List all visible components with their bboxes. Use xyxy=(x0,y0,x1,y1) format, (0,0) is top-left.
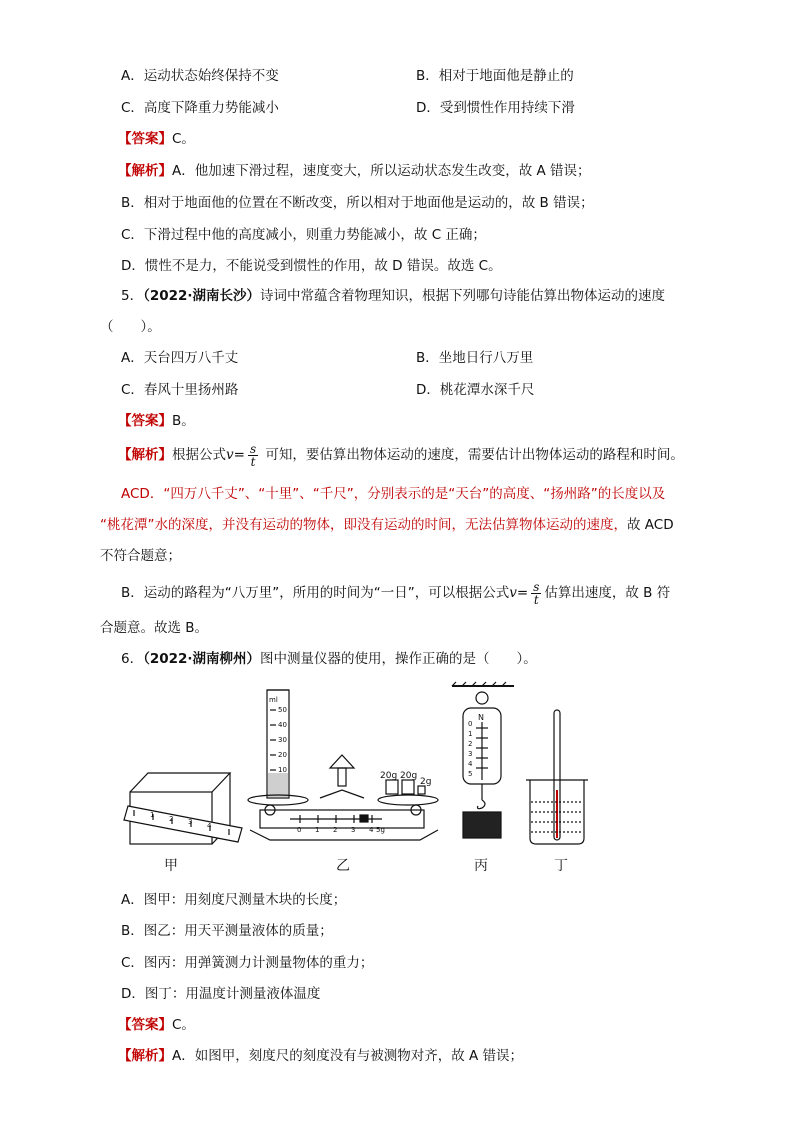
q4-analysis-4: D．惯性不是力，不能说受到惯性的作用，故 D 错误。故选 C。 xyxy=(121,258,502,274)
q6-option-d: D．图丁：用温度计测量液体温度 xyxy=(121,986,321,1002)
svg-text:2: 2 xyxy=(169,815,174,823)
thermometer-beaker xyxy=(526,710,588,844)
q5-option-a: A．天台四万八千丈 xyxy=(121,350,239,366)
q6-answer xyxy=(118,1015,195,1035)
analysis-tag: 【解析】 xyxy=(118,447,172,463)
q5-stem: 5．（2022·湖南长沙）诗词中常蕴含着物理知识，根据下列哪句诗能估算出物体运动的速度 xyxy=(121,288,666,304)
answer-tag: 【答案】 xyxy=(118,1017,172,1033)
q4-analysis-2: B．相对于地面他的位置在不断改变，所以相对于地面他是运动的，故 B 错误； xyxy=(121,195,594,211)
svg-text:50: 50 xyxy=(278,706,287,714)
weight-label: 2g xyxy=(420,777,432,787)
q6-analysis-1: 【解析】A．如图甲，刻度尺的刻度没有与被测物对齐，故 A 错误； xyxy=(118,1048,524,1064)
formula-fraction: $\frac{s}{t}$ xyxy=(249,441,257,469)
formula-fraction-b: $\frac{s}{t}$ xyxy=(533,579,540,607)
q4-option-a: A．运动状态始终保持不变 xyxy=(121,68,279,84)
answer-value: C。 xyxy=(172,131,195,147)
q4-option-b: B．相对于地面他是静止的 xyxy=(416,68,574,84)
q5-blank: （ ）。 xyxy=(100,319,161,335)
svg-text:0: 0 xyxy=(468,720,473,728)
svg-text:2: 2 xyxy=(468,740,473,748)
svg-text:4: 4 xyxy=(468,760,473,768)
q6-figure xyxy=(120,680,640,880)
answer-value: B。 xyxy=(172,413,195,429)
fig-label-ding: 丁 xyxy=(554,858,568,874)
balance-scale xyxy=(248,690,438,840)
svg-text:2: 2 xyxy=(333,826,338,834)
q5-analysis-formula: 【解析】根据公式v= $\frac{s}{t}$ 可知，要估算出物体运动的速度，需要估计出物体运动的路程和时间。 xyxy=(118,441,684,469)
fig-label-jia: 甲 xyxy=(164,858,178,874)
q5-option-b: B．坐地日行八万里 xyxy=(416,350,534,366)
q5-analysis-3: 不符合题意； xyxy=(100,548,181,564)
analysis-tag: 【解析】 xyxy=(118,163,172,179)
svg-text:4: 4 xyxy=(207,822,212,830)
q5-option-d: D．桃花潭水深千尺 xyxy=(416,382,535,398)
svg-text:1: 1 xyxy=(315,826,320,834)
svg-text:4: 4 xyxy=(369,826,374,834)
q5-analysis-b-end: 合题意。故选 B。 xyxy=(100,620,209,636)
q5-source: （2022·湖南长沙） xyxy=(143,288,261,304)
q6-option-a: A．图甲：用刻度尺测量木块的长度； xyxy=(121,892,347,908)
weight-label: 20g xyxy=(380,771,398,781)
svg-text:5g: 5g xyxy=(376,826,385,834)
q5-answer xyxy=(118,411,195,431)
q5-option-c: C．春风十里扬州路 xyxy=(121,382,239,398)
answer-tag: 【答案】 xyxy=(118,131,172,147)
weight-label: 20g xyxy=(400,771,418,781)
svg-text:5: 5 xyxy=(468,770,473,778)
svg-text:20: 20 xyxy=(278,751,287,759)
svg-text:1: 1 xyxy=(150,811,155,819)
svg-text:40: 40 xyxy=(278,721,287,729)
formula-v: v xyxy=(226,447,234,463)
q6-stem: 6．（2022·湖南柳州）图中测量仪器的使用，操作正确的是（ ）。 xyxy=(121,651,537,667)
q4-answer xyxy=(118,129,195,149)
q5-analysis-b: B．运动的路程为“八万里”，所用的时间为“一日”，可以根据公式v= $\frac{s}{t}$ 估算出速度，故 B 符 xyxy=(121,579,671,607)
q4-analysis-3: C．下滑过程中他的高度减小，则重力势能减小，故 C 正确； xyxy=(121,227,486,243)
svg-text:0: 0 xyxy=(297,826,302,834)
svg-text:3: 3 xyxy=(468,750,473,758)
spring-scale xyxy=(452,682,514,838)
q5-analysis-red-1: ACD．“四万八千丈”、“十里”、“千尺”，分别表示的是“天台”的高度、“扬州路”的长度以及 xyxy=(121,486,666,502)
wood-block-ruler xyxy=(124,773,242,844)
svg-text:10: 10 xyxy=(278,766,287,774)
q6-source: （2022·湖南柳州） xyxy=(143,651,261,667)
q4-option-c: C．高度下降重力势能减小 xyxy=(121,100,279,116)
svg-text:30: 30 xyxy=(278,736,287,744)
q4-option-d: D．受到惯性作用持续下滑 xyxy=(416,100,575,116)
q5-analysis-red-2: “桃花潭”水的深度，并没有运动的物体，即没有运动的时间，无法估算物体运动的速度，故 ACD xyxy=(100,517,674,533)
answer-value: C。 xyxy=(172,1017,195,1033)
analysis-tag: 【解析】 xyxy=(118,1048,172,1064)
svg-text:1: 1 xyxy=(468,730,473,738)
svg-text:3: 3 xyxy=(351,826,356,834)
cylinder-unit: ml xyxy=(269,696,278,704)
q6-option-b: B．图乙：用天平测量液体的质量； xyxy=(121,923,333,939)
svg-text:3: 3 xyxy=(188,818,193,826)
q6-option-c: C．图丙：用弹簧测力计测量物体的重力； xyxy=(121,955,374,971)
spring-unit: N xyxy=(478,713,484,722)
fig-label-bing: 丙 xyxy=(474,858,488,874)
answer-tag: 【答案】 xyxy=(118,413,172,429)
q4-analysis-1: 【解析】A．他加速下滑过程，速度变大，所以运动状态发生改变，故 A 错误； xyxy=(118,163,591,179)
fig-label-yi: 乙 xyxy=(336,858,350,874)
